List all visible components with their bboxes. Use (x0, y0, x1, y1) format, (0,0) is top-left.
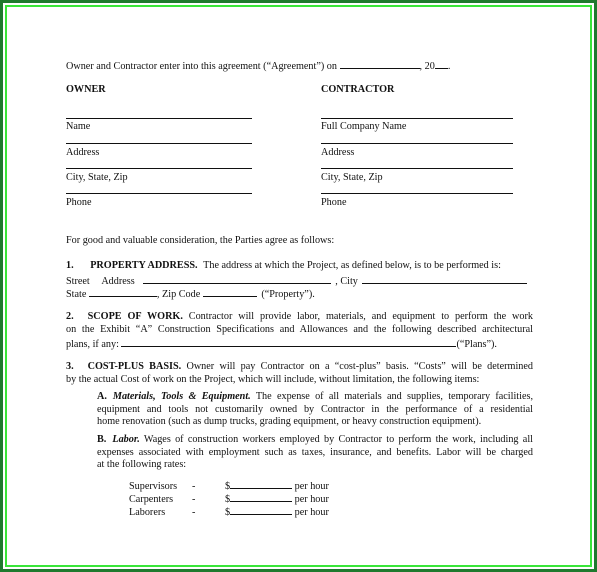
section-3-text-1: Owner will pay Contractor on a “cost-plus” basis. “Costs” will be determined (186, 361, 533, 372)
owner-city-line[interactable] (66, 168, 252, 169)
street-label: Street (66, 276, 90, 287)
intro-text: Owner and Contractor enter into this agreement (“Agreement”) on (66, 61, 337, 72)
item-b-text-1: Wages of construction workers employed by Contractor to perform the work, including all (143, 434, 533, 445)
item-a-label: A. (97, 391, 107, 402)
owner-city-label: City, State, Zip (66, 172, 128, 183)
zip-label: , Zip Code (156, 289, 201, 300)
section-2-line-3 (66, 336, 533, 352)
state-label: State (66, 289, 87, 300)
item-a-text-1: The expense of all materials and supplies, temporary facilities, (255, 391, 533, 402)
contractor-name-label: Full Company Name (321, 121, 407, 132)
owner-name-label: Name (66, 121, 91, 132)
laborers-rate-blank[interactable] (230, 504, 292, 515)
section-1-number: 1. (66, 260, 74, 271)
rate-unit: per hour (294, 481, 329, 492)
agreement-year-blank[interactable] (435, 58, 448, 69)
state-blank[interactable] (89, 286, 157, 297)
state-zip-row (66, 286, 315, 302)
section-3-line-2: by the actual Cost of work on the Project, which will include, without limitation, the following items: (66, 373, 480, 385)
street-address-blank[interactable] (143, 273, 331, 284)
consideration-text: For good and valuable consideration, the Parties agree as follows: (66, 235, 335, 246)
item-a-title: Materials, Tools & Equipment. (112, 391, 251, 402)
city-label: , City (335, 276, 358, 287)
rate-unit: per hour (294, 507, 329, 518)
carpenters-rate-blank[interactable] (230, 491, 292, 502)
contractor-address-label: Address (321, 147, 355, 158)
section-3 (66, 361, 533, 386)
rate-unit: per hour (294, 494, 329, 505)
section-1-title: PROPERTY ADDRESS. (90, 260, 198, 271)
intro-end: . (447, 61, 451, 72)
item-a-line-1 (97, 391, 533, 404)
intro-line (66, 58, 450, 74)
item-b-line-1 (97, 434, 533, 447)
item-a-line-2: equipment and tools not customarily owned by Contractor in the performance of a residential (97, 403, 533, 415)
rate-dash: - (192, 507, 196, 518)
rate-role: Supervisors (129, 481, 178, 492)
contractor-city-label: City, State, Zip (321, 172, 383, 183)
section-2-line-2: on the Exhibit “A” Construction Specifications and Allowances and the following described architectural (66, 323, 533, 335)
item-b-title: Labor. (112, 434, 140, 445)
property-label: (“Property”). (261, 289, 315, 300)
rate-currency: $ (225, 507, 231, 518)
plans-blank[interactable] (121, 336, 456, 347)
address-label: Address (101, 276, 135, 287)
rate-role: Carpenters (129, 494, 174, 505)
section-2-number: 2. (66, 311, 74, 322)
rate-currency: $ (225, 481, 231, 492)
owner-phone-line[interactable] (66, 193, 252, 194)
owner-address-label: Address (66, 147, 100, 158)
rate-dash: - (192, 481, 196, 492)
zip-blank[interactable] (203, 286, 257, 297)
section-2-line-1 (66, 311, 533, 324)
item-b-line-3: at the following rates: (97, 459, 187, 470)
contractor-phone-line[interactable] (321, 193, 513, 194)
city-blank[interactable] (362, 273, 527, 284)
section-2-title: SCOPE OF WORK. (87, 311, 183, 322)
item-b-line-2: expenses associated with employment such as taxes, insurance, and benefits. Labor will be charged (97, 446, 533, 458)
plans-suffix: (“Plans”). (456, 339, 497, 350)
rate-dash: - (192, 494, 196, 505)
section-3-number: 3. (66, 361, 74, 372)
section-2-text-1: Contractor will provide labor, materials, and equipment to perform the work (188, 311, 533, 322)
intro-year-prefix: , 20 (419, 61, 435, 72)
contractor-name-line[interactable] (321, 118, 513, 119)
item-b-label: B. (97, 434, 107, 445)
contractor-heading: CONTRACTOR (321, 84, 395, 95)
owner-heading: OWNER (66, 84, 106, 95)
item-a (97, 391, 533, 429)
owner-name-line[interactable] (66, 118, 252, 119)
contractor-address-line[interactable] (321, 143, 513, 144)
owner-address-line[interactable] (66, 143, 252, 144)
section-3-title: COST-PLUS BASIS. (87, 361, 182, 372)
rate-role: Laborers (129, 507, 166, 518)
section-1-text: The address at which the Project, as defined below, is to be performed is: (203, 260, 501, 271)
section-3-line-1 (66, 361, 533, 374)
item-a-line-3: home renovation (such as dump trucks, grading equipment, or heavy construction equipment). (97, 416, 482, 427)
contractor-city-line[interactable] (321, 168, 513, 169)
plans-label: plans, if any: (66, 339, 119, 350)
rate-row-laborers (129, 504, 329, 520)
owner-phone-label: Phone (66, 197, 92, 208)
contractor-phone-label: Phone (321, 197, 347, 208)
section-2 (66, 311, 533, 352)
section-1-header (66, 260, 501, 273)
rate-currency: $ (225, 494, 231, 505)
item-b (97, 434, 533, 472)
agreement-date-blank[interactable] (340, 58, 420, 69)
supervisors-rate-blank[interactable] (230, 478, 292, 489)
